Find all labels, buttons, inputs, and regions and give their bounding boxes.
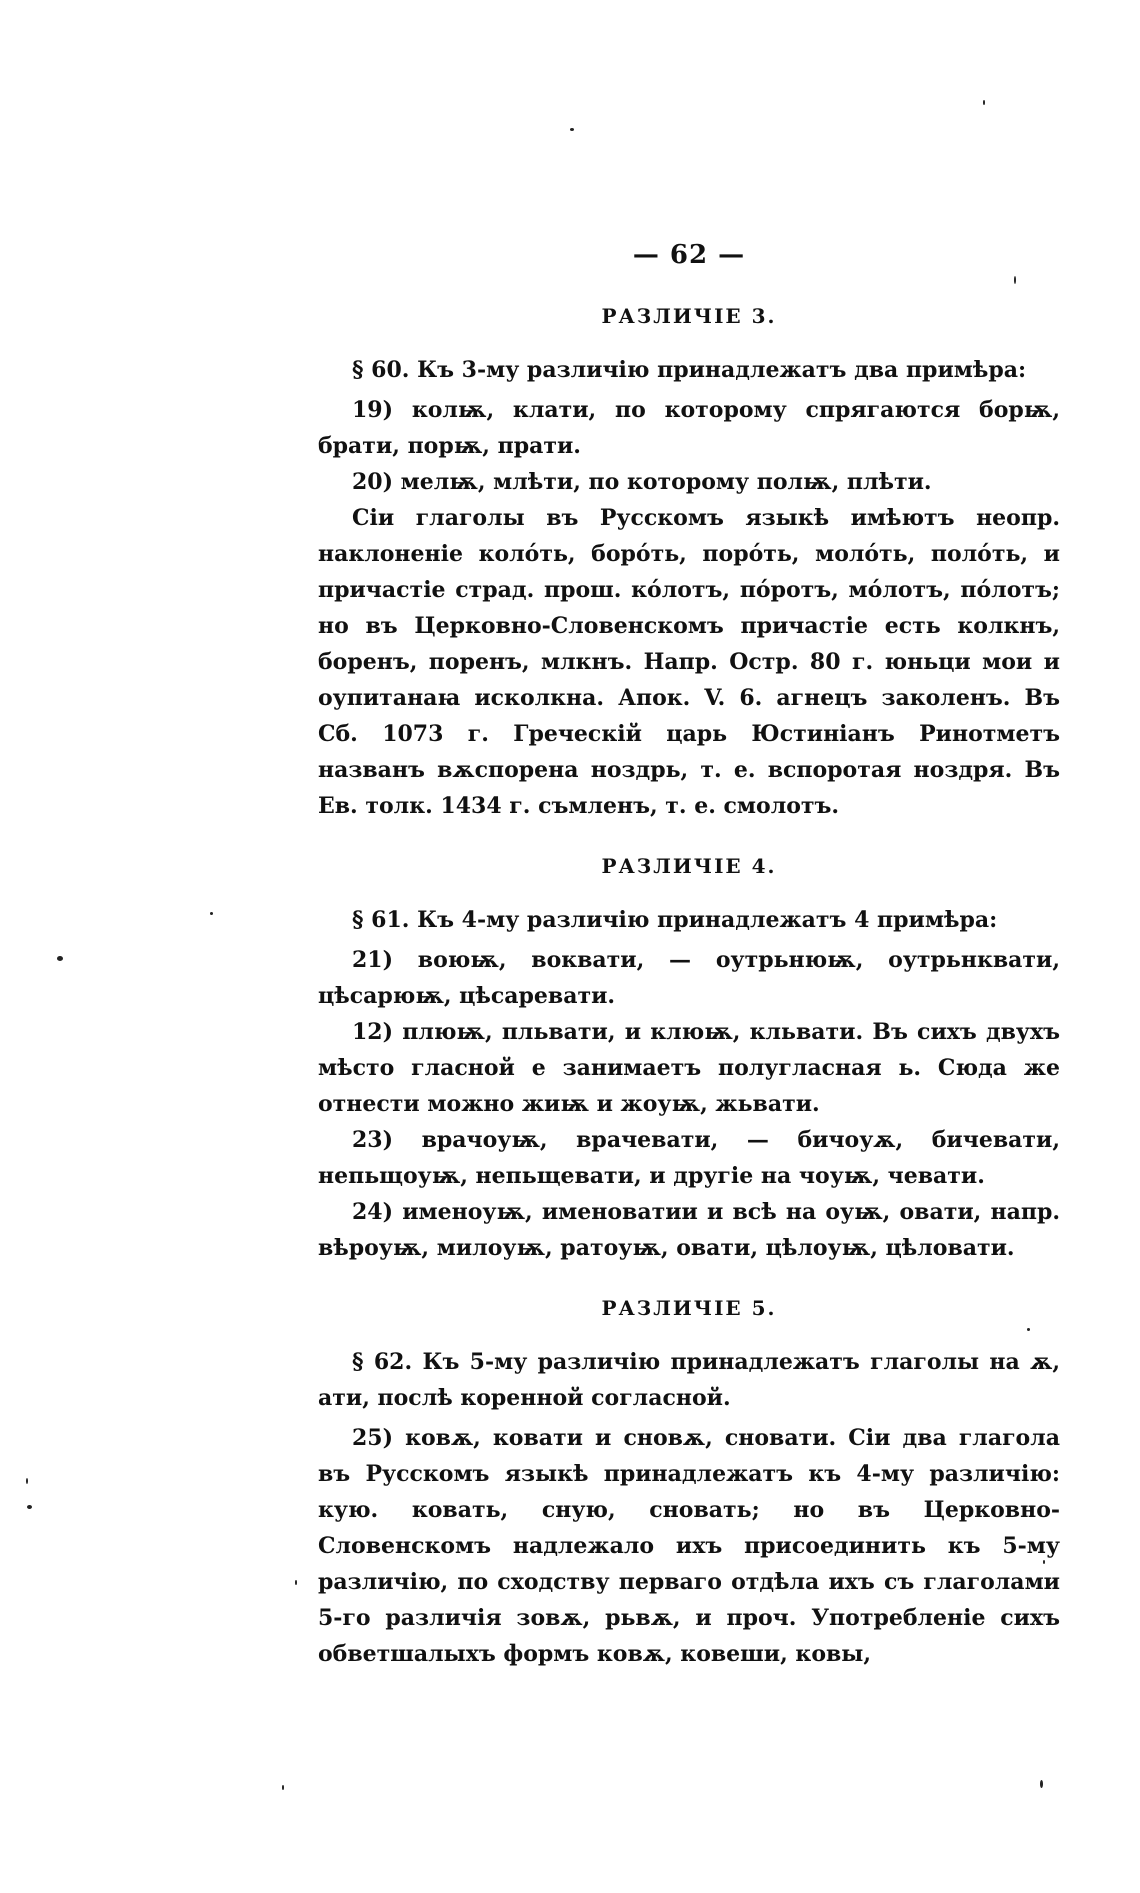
paragraph: Сіи глаголы въ Русскомъ языкѣ имѣютъ неопр. наклоненіе коло́ть, боро́ть, поро́ть, моло́ть, поло́ть, и причастіе страд. прош. ко́лотъ, по́ротъ, мо́лотъ, по́лотъ; но въ Церковно-Словенскомъ причастіе есть колкнъ, боренъ, поренъ, млкнъ. Напр. Остр. 80 г. юньци мои и оупитанаꙗ исколкна. Апок. V. 6. агнецъ заколенъ. Въ Сб. 1073 г. Греческій царь Юстиніанъ Ринотметъ названъ вѫспорена ноздрь, т. е. вспоротая ноздря. Въ Ев. толк. 1434 г. съмленъ, т. е. смолотъ.	[318, 505, 1060, 819]
section-heading-5: РАЗЛИЧІЕ 5.	[601, 1296, 777, 1320]
paragraph: § 61. Къ 4-му различію принадлежатъ 4 примѣра:	[352, 907, 998, 933]
section-heading-3: РАЗЛИЧІЕ 3.	[601, 304, 777, 328]
paragraph: 19) колѭ, клати, по которому спрягаются борѭ, брати, порѭ, прати.	[318, 397, 1060, 459]
paragraph: § 62. Къ 5-му различію принадлежатъ глаголы на ѫ, ати, послѣ коренной согласной.	[318, 1349, 1060, 1411]
paragraph: 12) плюѭ, пльвати, и клюѭ, кльвати. Въ сихъ двухъ мѣсто гласной е занимаетъ полугласная ь. Сюда же отнести можно жиѭ и жоуѭ, жьвати.	[318, 1019, 1060, 1117]
paragraph: 24) именоуѭ, именоватии и всѣ на оуѭ, овати, напр. вѣроуѭ, милоуѭ, ратоуѭ, овати, цѣлоуѭ, цѣловати.	[318, 1199, 1060, 1261]
paragraph: 21) воюѭ, воквати, — оутрьнюѭ, оутрьнквати, цѣсарюѭ, цѣсаревати.	[318, 947, 1060, 1009]
paragraph: 20) мелѭ, млѣти, по которому полѭ, плѣти.	[352, 469, 932, 495]
text-block	[318, 240, 1060, 1672]
paragraph: 25) ковѫ, ковати и сновѫ, сновати. Сіи два глагола въ Русскомъ языкѣ принадлежатъ къ 4-му различію: кую. ковать, сную, сновать; но въ Церковно-Словенскомъ надлежало ихъ присоединить къ 5-му различію, по сходству перваго отдѣла ихъ съ глаголами 5-го различія зовѫ, рьвѫ, и проч. Употребленіе сихъ обветшалыхъ формъ ковѫ, ковеши, ковы,	[318, 1425, 1060, 1667]
paragraph: 23) врачоуѭ, врачевати, — бичоуѫ, бичевати, непьщоуѭ, непьщевати, и другіе на чоуѭ, чевати.	[318, 1127, 1060, 1189]
paragraph: § 60. Къ 3-му различію принадлежатъ два примѣра:	[352, 357, 1027, 383]
section-heading-4: РАЗЛИЧІЕ 4.	[601, 854, 777, 878]
page-number: — 62 —	[632, 240, 746, 270]
